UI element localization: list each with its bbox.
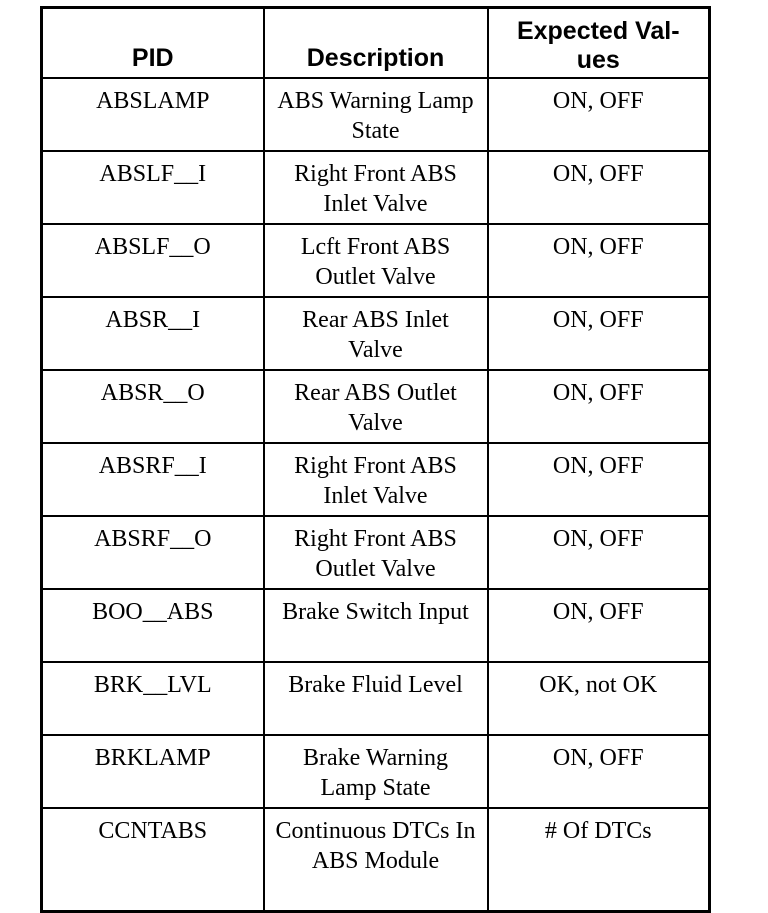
pid-cell xyxy=(42,370,264,443)
description-value: Brake Fluid Level xyxy=(288,672,463,698)
header-pid: PID xyxy=(42,8,264,79)
table-row xyxy=(42,78,710,151)
expected-cell xyxy=(488,808,710,912)
pid-cell xyxy=(42,78,264,151)
pid-cell xyxy=(42,151,264,224)
expected-cell xyxy=(488,151,710,224)
description-cell xyxy=(264,370,488,443)
expected-cell xyxy=(488,224,710,297)
expected-value: ON, OFF xyxy=(552,88,644,114)
pid-value: ABSRF__I xyxy=(98,453,207,479)
pid-cell xyxy=(42,443,264,516)
description-value: Continuous DTCs In ABS Module xyxy=(275,818,476,874)
table-row xyxy=(42,516,710,589)
expected-value: # Of DTCs xyxy=(544,818,652,844)
pid-value: ABSLF__O xyxy=(94,234,211,260)
pid-cell xyxy=(42,735,264,808)
table-row xyxy=(42,297,710,370)
description-cell xyxy=(264,443,488,516)
expected-cell xyxy=(488,662,710,735)
pid-value: ABSR__O xyxy=(100,380,205,406)
pid-value: ABSRF__O xyxy=(94,526,212,552)
expected-cell xyxy=(488,370,710,443)
expected-value: ON, OFF xyxy=(552,161,644,187)
description-cell xyxy=(264,78,488,151)
pid-value: ABSLAMP xyxy=(96,88,210,114)
description-cell xyxy=(264,662,488,735)
pid-cell xyxy=(42,808,264,912)
expected-value: ON, OFF xyxy=(552,380,644,406)
expected-cell xyxy=(488,297,710,370)
description-cell xyxy=(264,589,488,662)
pid-value: BRK__LVL xyxy=(93,672,212,698)
description-cell xyxy=(264,808,488,912)
table-row xyxy=(42,443,710,516)
expected-value: ON, OFF xyxy=(552,526,644,552)
expected-value: ON, OFF xyxy=(552,307,644,333)
expected-value: ON, OFF xyxy=(552,234,644,260)
description-cell xyxy=(264,297,488,370)
table-row xyxy=(42,808,710,912)
table-header xyxy=(42,8,710,79)
description-value: Right Front ABS Inlet Valve xyxy=(294,453,457,509)
header-description: Description xyxy=(264,8,488,79)
description-value: Rear ABS Outlet Valve xyxy=(294,380,457,436)
description-value: Lcft Front ABS Outlet Valve xyxy=(300,234,451,290)
description-cell xyxy=(264,224,488,297)
description-value: Brake Switch Input xyxy=(282,599,469,625)
table-row xyxy=(42,735,710,808)
table-row xyxy=(42,589,710,662)
pid-cell xyxy=(42,662,264,735)
expected-cell xyxy=(488,589,710,662)
table-row xyxy=(42,224,710,297)
table-row xyxy=(42,151,710,224)
description-cell xyxy=(264,151,488,224)
pid-cell xyxy=(42,297,264,370)
description-value: Rear ABS Inlet Valve xyxy=(302,307,449,363)
description-cell xyxy=(264,516,488,589)
pid-value: ABSLF__I xyxy=(99,161,207,187)
pid-cell xyxy=(42,224,264,297)
expected-value: OK, not OK xyxy=(539,672,658,698)
expected-value: ON, OFF xyxy=(552,599,644,625)
table-row xyxy=(42,370,710,443)
pid-value: BOO__ABS xyxy=(92,599,214,625)
description-value: Right Front ABS Outlet Valve xyxy=(294,526,457,582)
pid-value: BRKLAMP xyxy=(94,745,211,771)
header-row xyxy=(42,8,710,79)
table-body xyxy=(42,78,710,912)
pid-table xyxy=(40,6,711,913)
pid-cell xyxy=(42,589,264,662)
header-expected-values-text: Expected Val- ues xyxy=(516,17,680,74)
expected-cell xyxy=(488,516,710,589)
expected-value: ON, OFF xyxy=(552,745,644,771)
description-value: Right Front ABS Inlet Valve xyxy=(294,161,457,217)
expected-cell xyxy=(488,78,710,151)
header-expected-values xyxy=(488,8,710,79)
pid-value: CCNTABS xyxy=(98,818,208,844)
expected-cell xyxy=(488,443,710,516)
description-cell xyxy=(264,735,488,808)
pid-cell xyxy=(42,516,264,589)
table-row xyxy=(42,662,710,735)
expected-value: ON, OFF xyxy=(552,453,644,479)
description-value: ABS Warning Lamp State xyxy=(277,88,474,144)
expected-cell xyxy=(488,735,710,808)
pid-value: ABSR__I xyxy=(105,307,201,333)
description-value: Brake Warning Lamp State xyxy=(303,745,448,801)
